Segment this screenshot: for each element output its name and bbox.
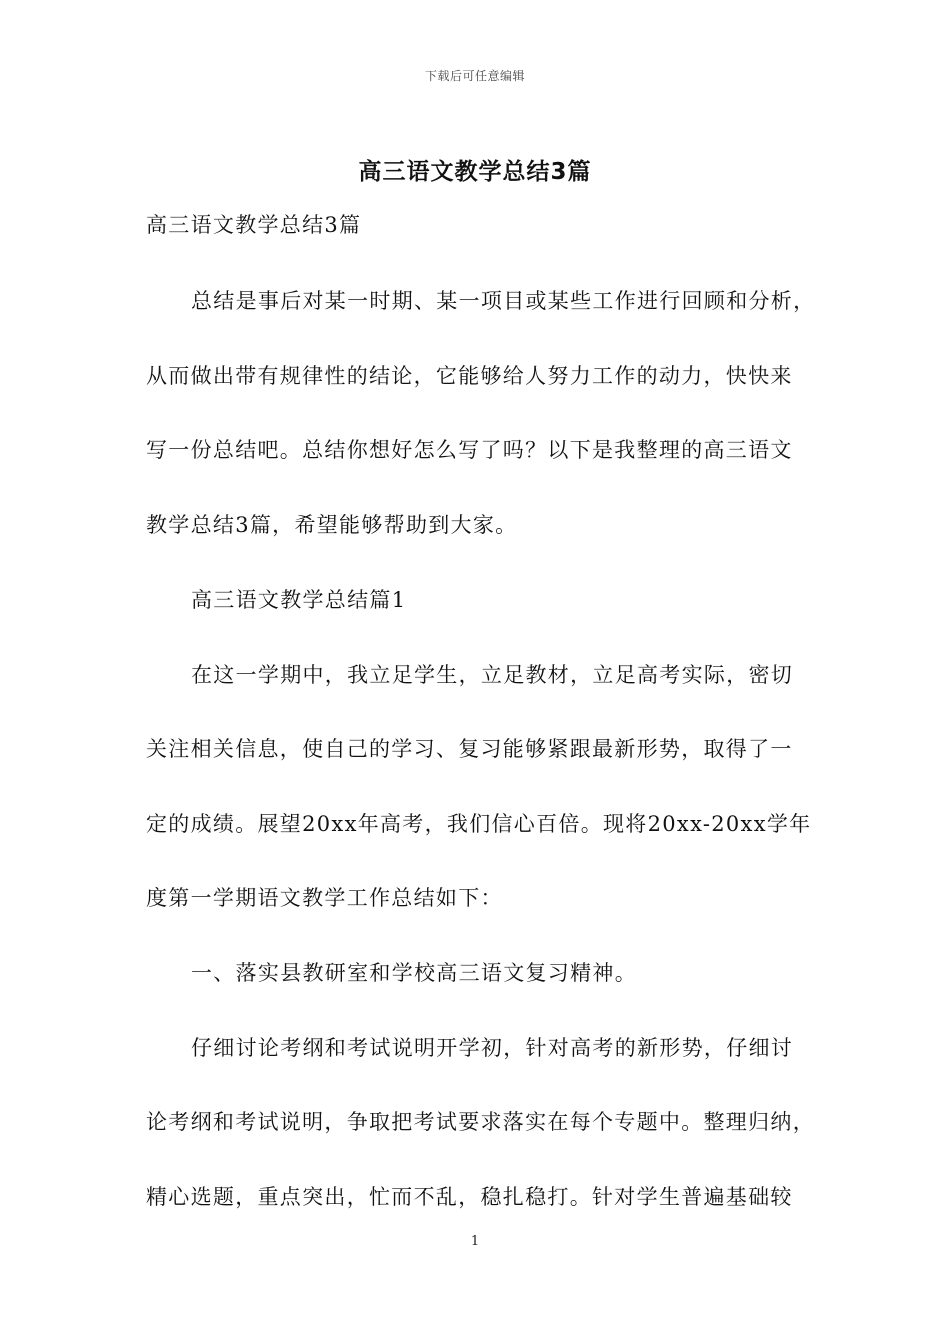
paragraph-line: 关注相关信息，使自己的学习、复习能够紧跟最新形势，取得了一 <box>146 737 793 761</box>
header-note: 下载后可任意编辑 <box>424 69 525 83</box>
paragraph-line: 总结是事后对某一时期、某一项目或某些工作进行回顾和分析， <box>191 289 816 313</box>
document-title: 高三语文教学总结3篇 <box>358 159 592 185</box>
paragraph-line: 论考纲和考试说明，争取把考试要求落实在每个专题中。整理归纳， <box>146 1110 815 1134</box>
paragraph-line: 精心选题，重点突出，忙而不乱，稳扎稳打。针对学生普遍基础较 <box>146 1185 793 1209</box>
paragraph-line: 从而做出带有规律性的结论，它能够给人努力工作的动力，快快来 <box>146 364 793 388</box>
section-heading: 一、落实县教研室和学校高三语文复习精神。 <box>191 961 637 985</box>
paragraph-line: 写一份总结吧。总结你想好怎么写了吗？以下是我整理的高三语文 <box>146 438 793 462</box>
paragraph-line: 仔细讨论考纲和考试说明开学初，针对高考的新形势，仔细讨 <box>191 1036 794 1060</box>
section-heading: 高三语文教学总结篇1 <box>191 588 407 612</box>
paragraph-line: 在这一学期中，我立足学生，立足教材，立足高考实际，密切 <box>191 663 794 687</box>
page-number: 1 <box>470 1234 480 1249</box>
document-subtitle: 高三语文教学总结3篇 <box>146 213 362 237</box>
paragraph-line: 教学总结3篇，希望能够帮助到大家。 <box>146 513 518 537</box>
paragraph-line: 度第一学期语文教学工作总结如下： <box>146 886 503 910</box>
paragraph-line: 定的成绩。展望20xx年高考，我们信心百倍。现将20xx-20xx学年 <box>146 812 812 836</box>
